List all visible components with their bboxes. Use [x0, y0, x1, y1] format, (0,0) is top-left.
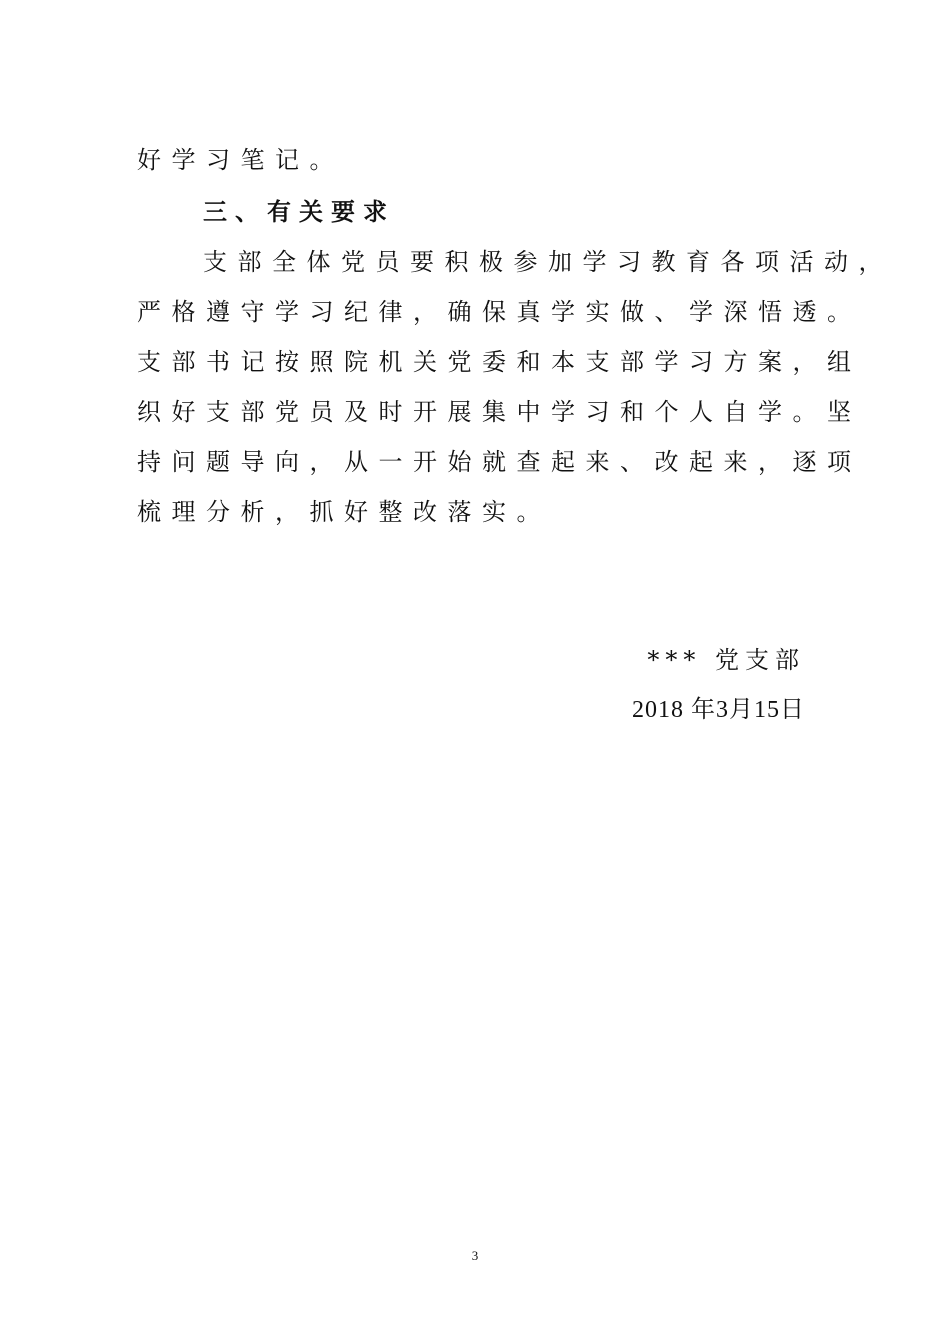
section-heading: 三、有关要求 [203, 198, 395, 226]
body-text-line: 持问题导向，从一开始就查起来、改起来，逐项 [137, 448, 862, 476]
body-text-line: 严格遵守学习纪律，确保真学实做、学深悟透。 [137, 298, 862, 326]
body-text-line: 支部书记按照院机关党委和本支部学习方案，组 [137, 348, 862, 376]
body-text-line: 织好支部党员及时开展集中学习和个人自学。坚 [137, 398, 862, 426]
page-number: 3 [471, 1248, 479, 1263]
body-text-line: 支部全体党员要积极参加学习教育各项活动， [203, 248, 893, 276]
body-text-line: 梳理分析，抓好整改落实。 [137, 498, 551, 526]
signature-date: 2018 年3月15日 [632, 697, 805, 723]
signature-organization: *** 党支部 [647, 646, 805, 674]
body-text-line: 好学习笔记。 [137, 146, 344, 174]
